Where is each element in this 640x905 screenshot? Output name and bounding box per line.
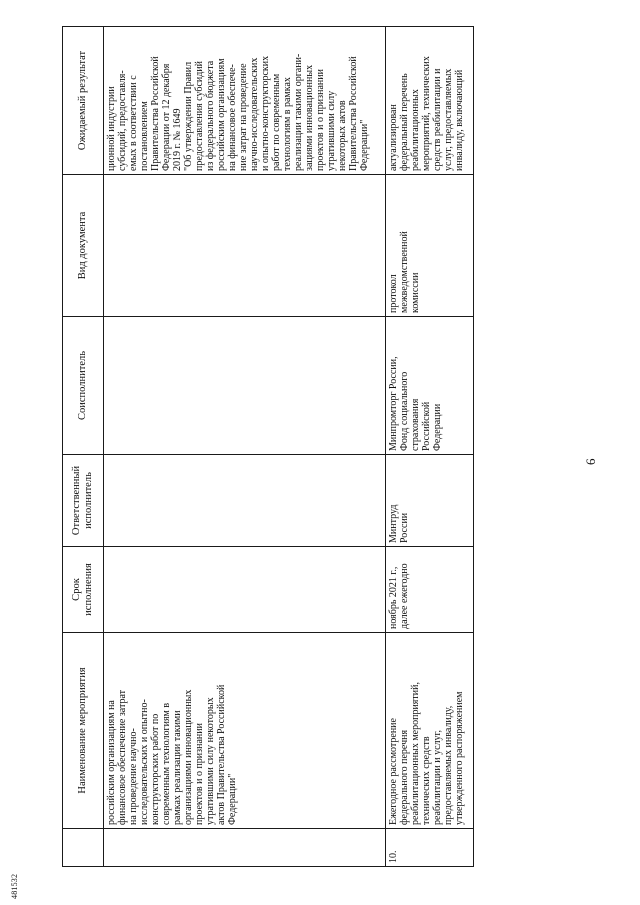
cell-coexecutor: Минпромторг России, Фонд социального страхования Российской Федерации — [386, 317, 474, 455]
header-result: Ожидаемый результат — [63, 27, 104, 175]
cell-doc-type — [104, 175, 386, 317]
header-num — [63, 829, 104, 867]
header-coexecutor: Соисполнитель — [63, 317, 104, 455]
measures-table — [62, 26, 474, 867]
cell-responsible — [104, 455, 386, 547]
page-number: 6 — [583, 458, 598, 465]
table-row — [386, 27, 474, 867]
cell-coexecutor — [104, 317, 386, 455]
cell-deadline: ноябрь 2021 г., далее ежегодно — [386, 547, 474, 633]
table-row — [104, 27, 386, 867]
table-header-row — [63, 27, 104, 867]
cell-responsible: Минтруд России — [386, 455, 474, 547]
cell-name: Ежегодное рассмотрение федерального перечня реабилитационных мероприятий, технических средств реабилитации и услуг, предоставляемых инвалиду, утвержденного распоряжением — [386, 633, 474, 829]
cell-result: актуализирован федеральный перечень реабилитационных мероприятий, технических средств реабилитации и услуг, предоставляемых инвалиду, включающий — [386, 27, 474, 175]
cell-deadline — [104, 547, 386, 633]
header-deadline: Срок исполнения — [63, 547, 104, 633]
cell-doc-type: протокол межведомственной комиссии — [386, 175, 474, 317]
header-responsible: Ответственный исполнитель — [63, 455, 104, 547]
cell-result: ционной индустрии субсидий, предоставля- емых в соответствии с постановлением Правительства Российской Федерации от 12 декабря 2019 г. № 1649 "Об утверждении Правил предоставления субсидий из федерального бюджета российским организациям на финансовое обеспече- ние затрат на проведение научно-исследовательских и опытно-конструкторских работ по современным технологиям в рамках реализации такими органи- зациями инновационных проектов и о признании утратившими силу некоторых актов Правительства Российской Федерации" — [104, 27, 386, 175]
header-name: Наименование мероприятия — [63, 633, 104, 829]
cell-name: российским организациям на финансовое обеспечение затрат на проведение научно- исследовательских и опытно- конструкторских работ по современным технологиям в рамках реализации такими организациями инновационных проектов и о признании утратившими силу некоторых актов Правительства Российской Федерации" — [104, 633, 386, 829]
cell-num — [104, 829, 386, 867]
document-id: 481532 — [10, 873, 19, 899]
cell-num: 10. — [386, 829, 474, 867]
header-doc-type: Вид документа — [63, 175, 104, 317]
